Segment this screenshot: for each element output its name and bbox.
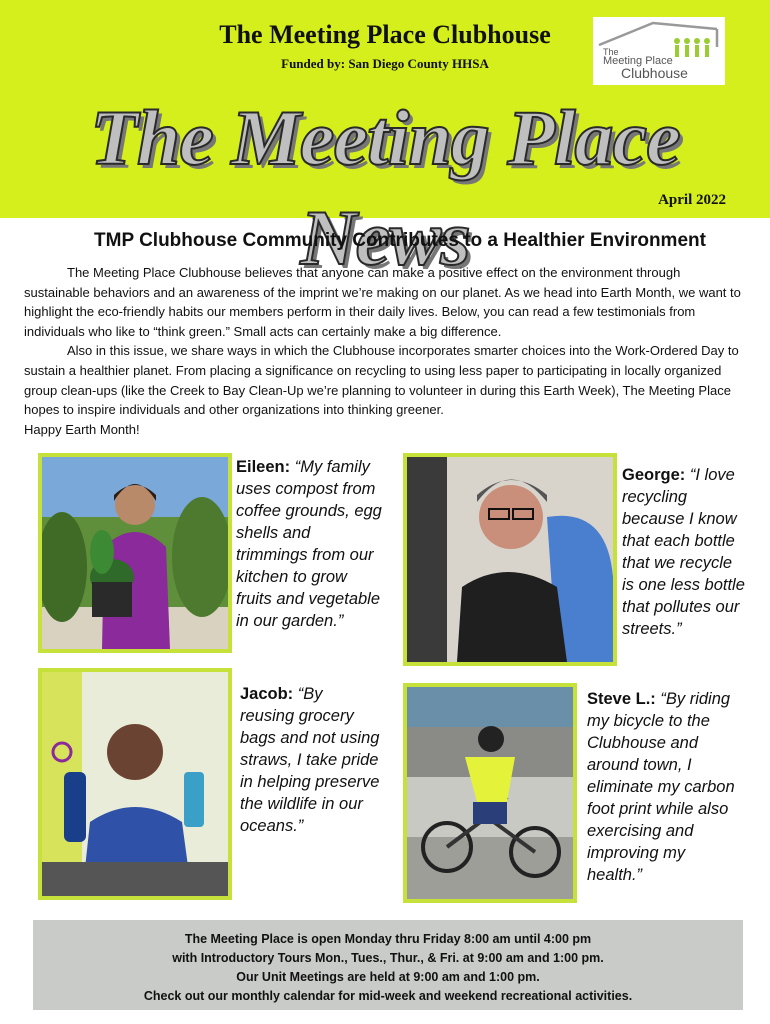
testimonial-eileen — [236, 456, 386, 632]
hours-info-box — [33, 920, 743, 1010]
photo-eileen — [38, 453, 232, 653]
funded-by: Funded by: San Diego County HHSA — [281, 56, 489, 71]
testimonial-george — [622, 464, 746, 640]
logo-line1: The — [603, 47, 619, 57]
testimonial-name: Steve L.: — [587, 690, 656, 708]
article-paragraph: The Meeting Place Clubhouse believes that anyone can make a positive effect on the environment through sustainable behaviors and an awareness of the imprint we’re making on our planet. As we head into Earth Month, we want to highlight the eco-friendly habits our members perform in their daily lives. Below, you can read a few testimonials from individuals who like to “think green.” Small acts can certainly make a big difference. — [24, 265, 741, 339]
person-on-bicycle-image — [407, 687, 573, 899]
clubhouse-logo — [593, 17, 725, 85]
photo-steve — [403, 683, 577, 903]
footer-line: The Meeting Place is open Monday thru Friday 8:00 am until 4:00 pm — [184, 932, 592, 946]
article-paragraph: Also in this issue, we share ways in which the Clubhouse incorporates smarter choices into the Work-Ordered Day to sustain a healthier planet. From placing a significance on recycling to using less paper to participating in locally organized group clean-ups (like the Creek to Bay Clean-Up we’re planning to volunteer in during this Earth Week), The Meeting Place hopes to inspire individuals and other organizations into thinking greener. — [24, 343, 739, 418]
org-title: The Meeting Place Clubhouse — [219, 20, 551, 49]
testimonial-quote: “My family uses compost from coffee grounds, egg shells and trimmings from our kitchen to grow fruits and vegetable in our garden.” — [236, 458, 382, 630]
testimonial-steve — [587, 688, 743, 886]
photo-jacob — [38, 668, 232, 900]
testimonial-quote: “By riding my bicycle to the Clubhouse and around town, I eliminate my carbon foot print while also exercising and improving my health.” — [587, 690, 735, 884]
person-with-plant-image — [42, 457, 228, 649]
logo-line3: Clubhouse — [621, 65, 688, 81]
article-body — [24, 263, 744, 439]
testimonial-name: Jacob: — [240, 685, 294, 703]
testimonial-quote: “I love recycling because I know that each bottle that we recycle is one less bottle that pollutes our streets.” — [622, 466, 745, 638]
logo-line2: Meeting Place — [603, 55, 673, 67]
article-headline: TMP Clubhouse Community Contributes to a Healthier Environment — [94, 230, 706, 251]
person-with-bottles-image — [42, 672, 228, 896]
person-recycling-image — [407, 457, 613, 662]
footer-line: Check out our monthly calendar for mid-week and weekend recreational activities. — [143, 989, 633, 1003]
testimonial-name: George: — [622, 466, 686, 484]
footer-line: Our Unit Meetings are held at 9:00 am and 1:00 pm. — [236, 970, 540, 984]
masthead-title: The Meeting Place News — [90, 94, 680, 281]
testimonial-quote: “By reusing grocery bags and not using straws, I take pride in helping preserve the wildlife in our oceans.” — [240, 685, 380, 835]
article-closing: Happy Earth Month! — [24, 421, 140, 437]
testimonial-jacob — [240, 683, 380, 837]
footer-line: with Introductory Tours Mon., Tues., Thur., & Fri. at 9:00 am and 1:00 pm. — [172, 951, 604, 965]
testimonial-name: Eileen: — [236, 458, 291, 476]
photo-george — [403, 453, 617, 666]
issue-date: April 2022 — [658, 192, 726, 208]
